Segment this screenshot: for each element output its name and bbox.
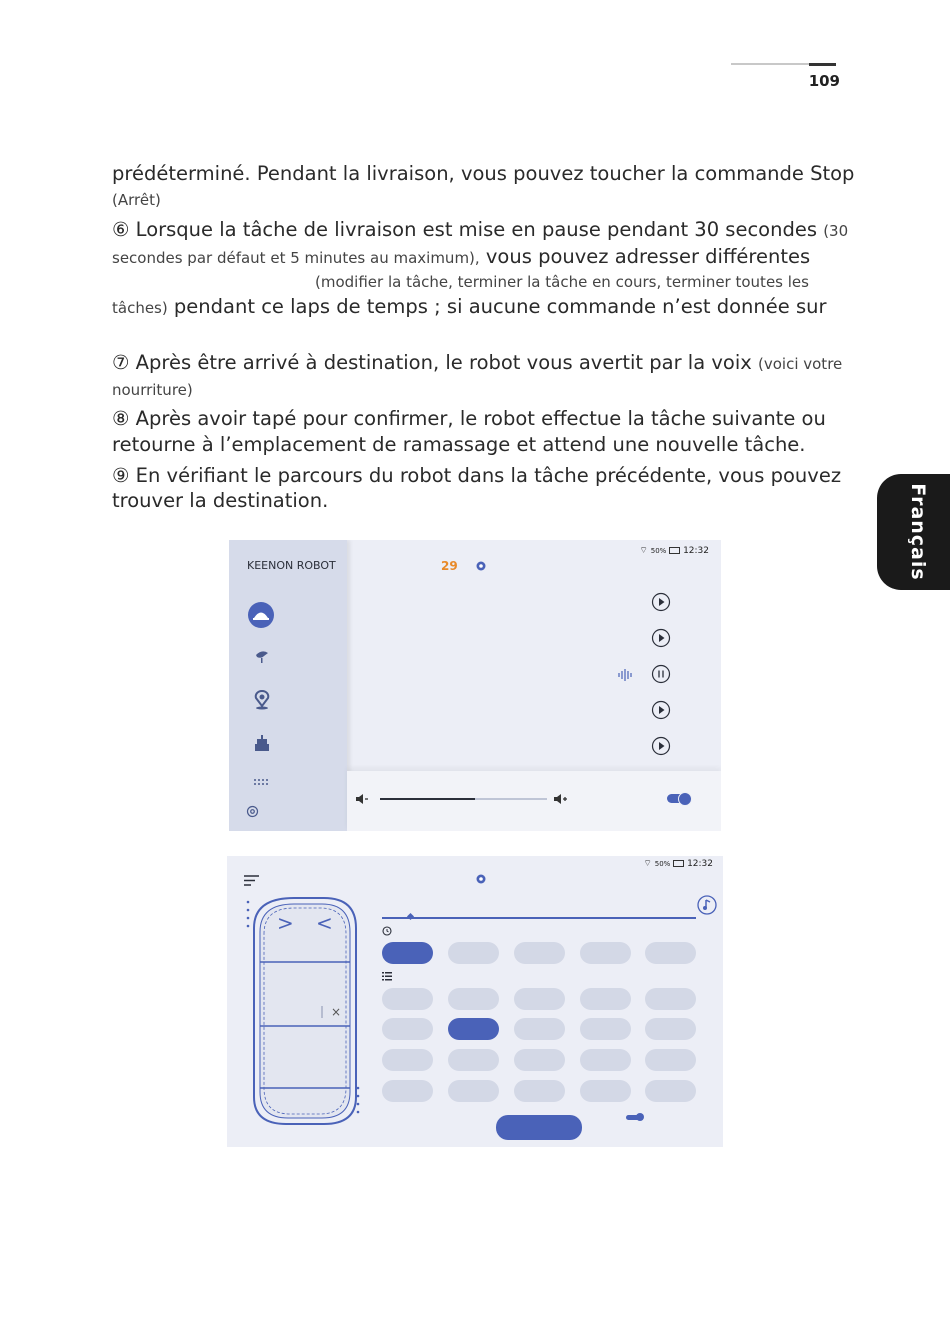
text-line: nourriture) (112, 381, 193, 399)
table-pill-button[interactable] (645, 942, 696, 964)
tab-underline (382, 917, 696, 919)
text-line: prédéterminé. Pendant la livraison, vous pouvez toucher la commande Stop (112, 162, 855, 185)
header-rule-dark (809, 63, 836, 66)
table-pill-button[interactable] (580, 1080, 631, 1102)
table-pill-button[interactable] (382, 942, 433, 964)
tray-arrow-right[interactable]: < (316, 911, 333, 935)
text-line: ⑧ Après avoir tapé pour confirmer, le robot effectue la tâche suivante ou (112, 407, 826, 430)
text-line: ⑨ En vérifiant le parcours du robot dans la tâche précédente, vous pouvez (112, 464, 842, 487)
table-pill-button[interactable] (580, 942, 631, 964)
music-icon[interactable] (697, 895, 717, 915)
volume-track[interactable] (380, 798, 547, 800)
robot-tray-outline (244, 892, 364, 1130)
table-pill-button[interactable] (514, 942, 565, 964)
text-line: ⑦ Après être arrivé à destination, le robot vous avertit par la voix (voici votre (112, 351, 843, 374)
toggle-knob (678, 792, 692, 806)
table-pill-button[interactable] (382, 1080, 433, 1102)
toggle-switch[interactable] (667, 794, 689, 803)
table-pill-button[interactable] (514, 1049, 565, 1071)
text-line: trouver la destination. (112, 489, 329, 512)
robot-icon (476, 874, 486, 884)
table-pill-button[interactable] (448, 942, 499, 964)
table-pill-button[interactable] (645, 1080, 696, 1102)
table-pill-button[interactable] (448, 1049, 499, 1071)
robot-icon (476, 561, 486, 571)
volume-bar (347, 771, 721, 831)
table-pill-button[interactable] (645, 1049, 696, 1071)
status-bar (639, 545, 709, 556)
table-pill-button[interactable] (382, 1049, 433, 1071)
task-counter: 29 (441, 559, 458, 573)
text-line: ⑥ Lorsque la tâche de livraison est mise en pause pendant 30 secondes (30 (112, 218, 849, 241)
table-pill-button[interactable] (448, 988, 499, 1010)
text-line: retourne à l’emplacement de ramassage et attend une nouvelle tâche. (112, 433, 806, 456)
toggle-knob (636, 1113, 644, 1121)
table-pill-button[interactable] (514, 1080, 565, 1102)
table-pill-button[interactable] (580, 988, 631, 1010)
table-pill-button[interactable] (645, 1018, 696, 1040)
table-pill-button[interactable] (448, 1080, 499, 1102)
table-pill-button[interactable] (382, 988, 433, 1010)
list-icon (382, 972, 392, 981)
toggle-switch[interactable] (626, 1115, 640, 1120)
play-icon[interactable] (653, 738, 670, 755)
delivery-icon[interactable] (247, 601, 275, 629)
text-line: secondes par défaut et 5 minutes au maximum), vous pouvez adresser différentes (112, 245, 811, 268)
table-pill-button[interactable] (514, 988, 565, 1010)
text-line: (modifier la tâche, terminer la tâche en cours, terminer toutes les (315, 273, 809, 291)
location-pin-icon[interactable] (254, 690, 270, 710)
volume-fill (380, 798, 475, 800)
voice-wave-icon (617, 668, 633, 682)
table-pill-button[interactable] (382, 1018, 433, 1040)
text-line: tâches) pendant ce laps de temps ; si aucune commande n’est donnée sur (112, 295, 827, 318)
bird-icon[interactable] (253, 647, 271, 665)
cake-icon[interactable] (253, 734, 271, 752)
play-icon[interactable] (653, 594, 670, 611)
play-button-list (649, 590, 673, 785)
pause-icon[interactable] (653, 666, 670, 683)
robot-screen-delivery (229, 540, 721, 831)
table-pill-button[interactable] (448, 1018, 499, 1040)
tray-arrow-left[interactable]: > (277, 911, 294, 935)
language-tab-label: Français (907, 483, 929, 581)
brand-name: KEENON ROBOT (247, 559, 336, 572)
robot-screen-tray (227, 856, 723, 1147)
play-icon[interactable] (653, 630, 670, 647)
table-pill-button[interactable] (580, 1018, 631, 1040)
header-rule-light (731, 63, 809, 65)
settings-icon[interactable] (246, 805, 259, 818)
volume-up-icon[interactable] (553, 793, 567, 805)
wifi-icon: ⌔ (643, 859, 652, 869)
status-bar (643, 858, 713, 869)
table-pill-button[interactable] (580, 1049, 631, 1071)
volume-down-icon[interactable] (355, 793, 369, 805)
clock: 12:32 (687, 859, 713, 869)
start-button[interactable] (496, 1115, 582, 1140)
play-icon[interactable] (653, 702, 670, 719)
battery-percent: 50% (654, 860, 671, 868)
battery-icon (669, 547, 680, 554)
clear-tray-button[interactable]: × (331, 1005, 342, 1019)
battery-icon (673, 860, 684, 867)
page-number: 109 (808, 72, 840, 90)
text-line: (Arrêt) (112, 191, 161, 209)
wifi-icon: ⌔ (639, 546, 648, 556)
battery-percent: 50% (650, 547, 667, 555)
keypad-icon[interactable] (253, 778, 271, 786)
clock: 12:32 (683, 546, 709, 556)
table-pill-button[interactable] (645, 988, 696, 1010)
menu-icon[interactable] (244, 875, 259, 886)
sidebar (229, 540, 347, 831)
history-icon (382, 926, 392, 936)
table-pill-button[interactable] (514, 1018, 565, 1040)
